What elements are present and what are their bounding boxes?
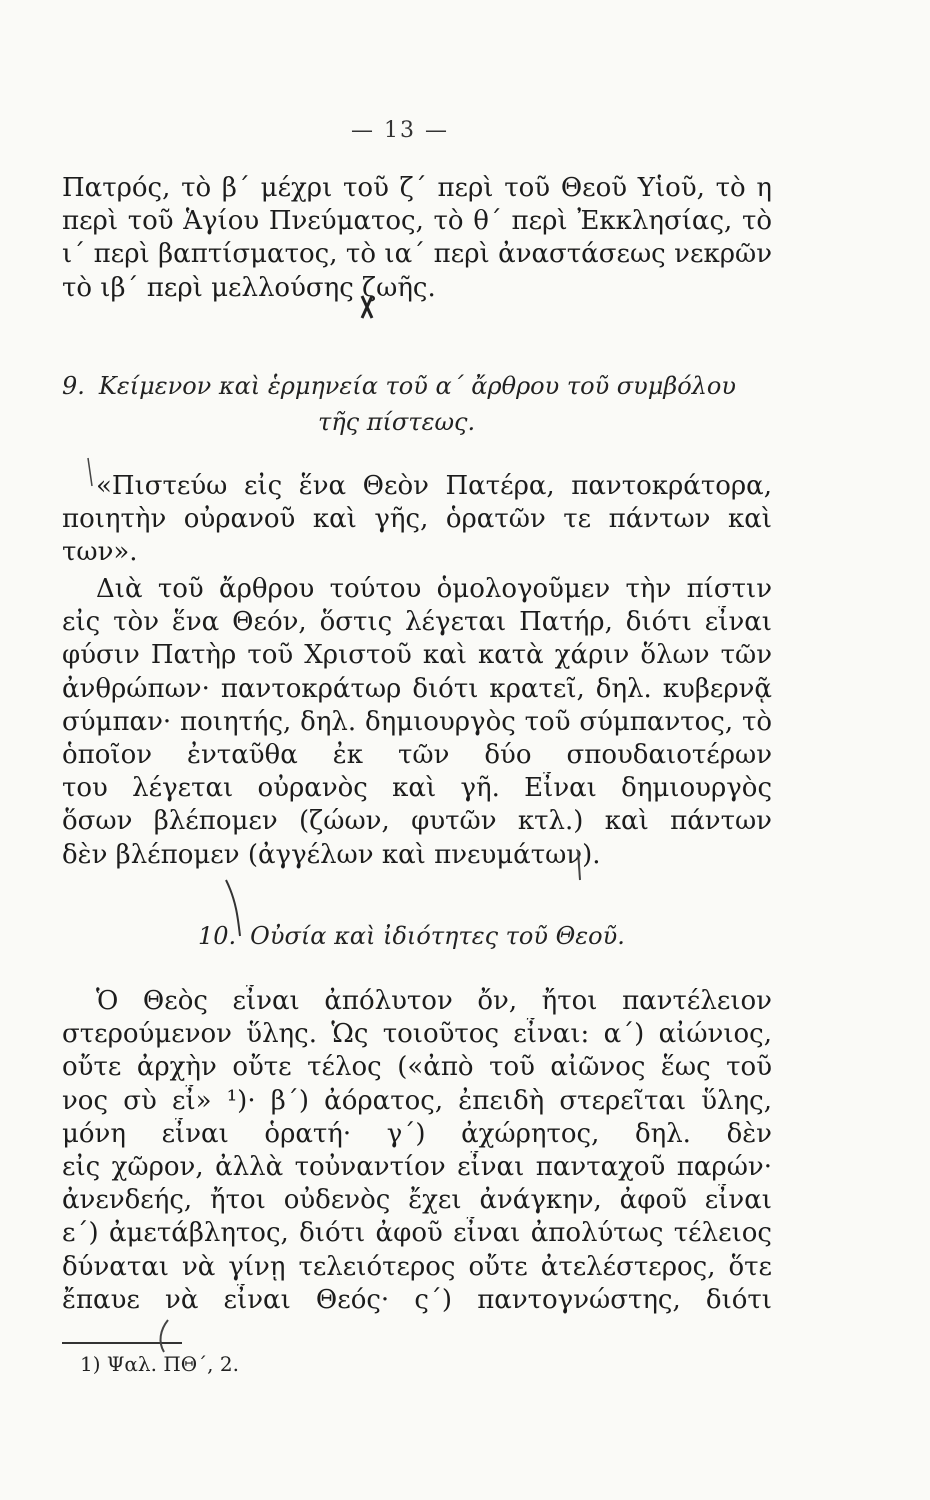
text-line: φύσιν Πατὴρ τοῦ Χριστοῦ καὶ κατὰ χάριν ὅλων τῶν bbox=[62, 640, 772, 671]
text-line: του λέγεται οὐρανὸς καὶ γῆ. Εἶναι δημιουργὸς bbox=[62, 773, 772, 804]
paragraph-continuation bbox=[62, 172, 772, 305]
paragraph-essence bbox=[62, 985, 772, 1317]
text-line: νος σὺ εἶ» ¹)· β΄) ἀόρατος, ἐπειδὴ στερεῖται ὕλης, bbox=[62, 1085, 772, 1116]
text-line: σύμπαν· ποιητής, δηλ. δημιουργὸς τοῦ σύμπαντος, τὸ bbox=[62, 706, 772, 737]
section-number: 9. bbox=[62, 372, 85, 400]
text-line: ι΄ περὶ βαπτίσματος, τὸ ια΄ περὶ ἀναστάσεως νεκρῶν bbox=[62, 239, 772, 270]
text-line: δὲν βλέπομεν (ἀγγέλων καὶ πνευμάτων). bbox=[62, 839, 601, 870]
section-heading-9 bbox=[62, 372, 736, 400]
pencil-tick-mark bbox=[161, 1320, 168, 1352]
section-heading-10 bbox=[198, 922, 625, 950]
section-number: 10. bbox=[198, 922, 237, 950]
footnote-rule bbox=[62, 1342, 182, 1344]
text-line: εἰς χῶρον, ἀλλὰ τοὐναντίον εἶναι πανταχοῦ παρών· bbox=[62, 1151, 772, 1182]
text-line: Διὰ τοῦ ἄρθρου τούτου ὁμολογοῦμεν τὴν πίστιν bbox=[96, 574, 772, 604]
section-title-line-1: Κείμενον καὶ ἑρμηνεία τοῦ α΄ ἄρθρου τοῦ συμβόλου bbox=[98, 372, 736, 400]
text-line: μόνη εἶναι ὁρατή· γ΄) ἀχώρητος, δηλ. δὲν bbox=[62, 1118, 772, 1149]
page-number: — 13 — bbox=[351, 118, 449, 143]
text-line: δύναται νὰ γίνῃ τελειότερος οὔτε ἀτελέστερος, ὅτε bbox=[62, 1251, 772, 1282]
paragraph-creed bbox=[62, 470, 772, 570]
text-line: των». bbox=[62, 537, 138, 568]
text-line: ποιητὴν οὐρανοῦ καὶ γῆς, ὁρατῶν τε πάντων καὶ bbox=[62, 504, 772, 535]
section-heading-9-continued bbox=[318, 408, 475, 436]
text-line: ἔπαυε νὰ εἶναι Θεός· ς΄) παντογνώστης, διότι bbox=[62, 1284, 772, 1315]
text-line: ὅσων βλέπομεν (ζώων, φυτῶν κτλ.) καὶ πάντων bbox=[62, 806, 772, 837]
text-line: περὶ τοῦ Ἁγίου Πνεύματος, τὸ θ΄ περὶ Ἐκκλησίας, τὸ bbox=[62, 206, 772, 237]
text-line: στερούμενον ὕλης. Ὡς τοιοῦτος εἶναι: α΄) αἰώνιος, bbox=[62, 1019, 772, 1050]
text-line: Ὁ Θεὸς εἶναι ἀπόλυτον ὄν, ἤτοι παντέλειον bbox=[96, 986, 772, 1016]
text-line: ἀνθρώπων· παντοκράτωρ διότι κρατεῖ, δηλ. κυβερνᾷ bbox=[62, 673, 772, 704]
text-line: ε΄) ἀμετάβλητος, διότι ἀφοῦ εἶναι ἀπολύτως τέλειος bbox=[62, 1218, 772, 1249]
text-line: Πατρός, τὸ β΄ μέχρι τοῦ ζ΄ περὶ τοῦ Θεοῦ Υἱοῦ, τὸ η bbox=[62, 173, 772, 203]
text-line: οὔτε ἀρχὴν οὔτε τέλος («ἀπὸ τοῦ αἰῶνος ἕως τοῦ bbox=[62, 1052, 772, 1083]
text-line: ἀνενδεής, ἤτοι οὐδενὸς ἔχει ἀνάγκην, ἀφοῦ εἶναι bbox=[62, 1185, 772, 1216]
section-title: Οὐσία καὶ ἰδιότητες τοῦ Θεοῦ. bbox=[250, 922, 625, 950]
text-line: τὸ ιβ΄ περὶ μελλούσης ζωῆς. bbox=[62, 272, 436, 303]
text-line: ὁποῖον ἐνταῦθα ἐκ τῶν δύο σπουδαιοτέρων bbox=[62, 739, 772, 770]
footnote: 1) Ψαλ. ΠΘ΄, 2. bbox=[80, 1352, 239, 1376]
text-line: «Πιστεύω εἰς ἕνα Θεὸν Πατέρα, παντοκράτορα, bbox=[96, 471, 772, 501]
section-title-line-2: τῆς πίστεως. bbox=[318, 408, 476, 436]
text-line: εἰς τὸν ἕνα Θεόν, ὅστις λέγεται Πατήρ, διότι εἶναι bbox=[62, 607, 772, 638]
paragraph-explanation bbox=[62, 573, 772, 872]
